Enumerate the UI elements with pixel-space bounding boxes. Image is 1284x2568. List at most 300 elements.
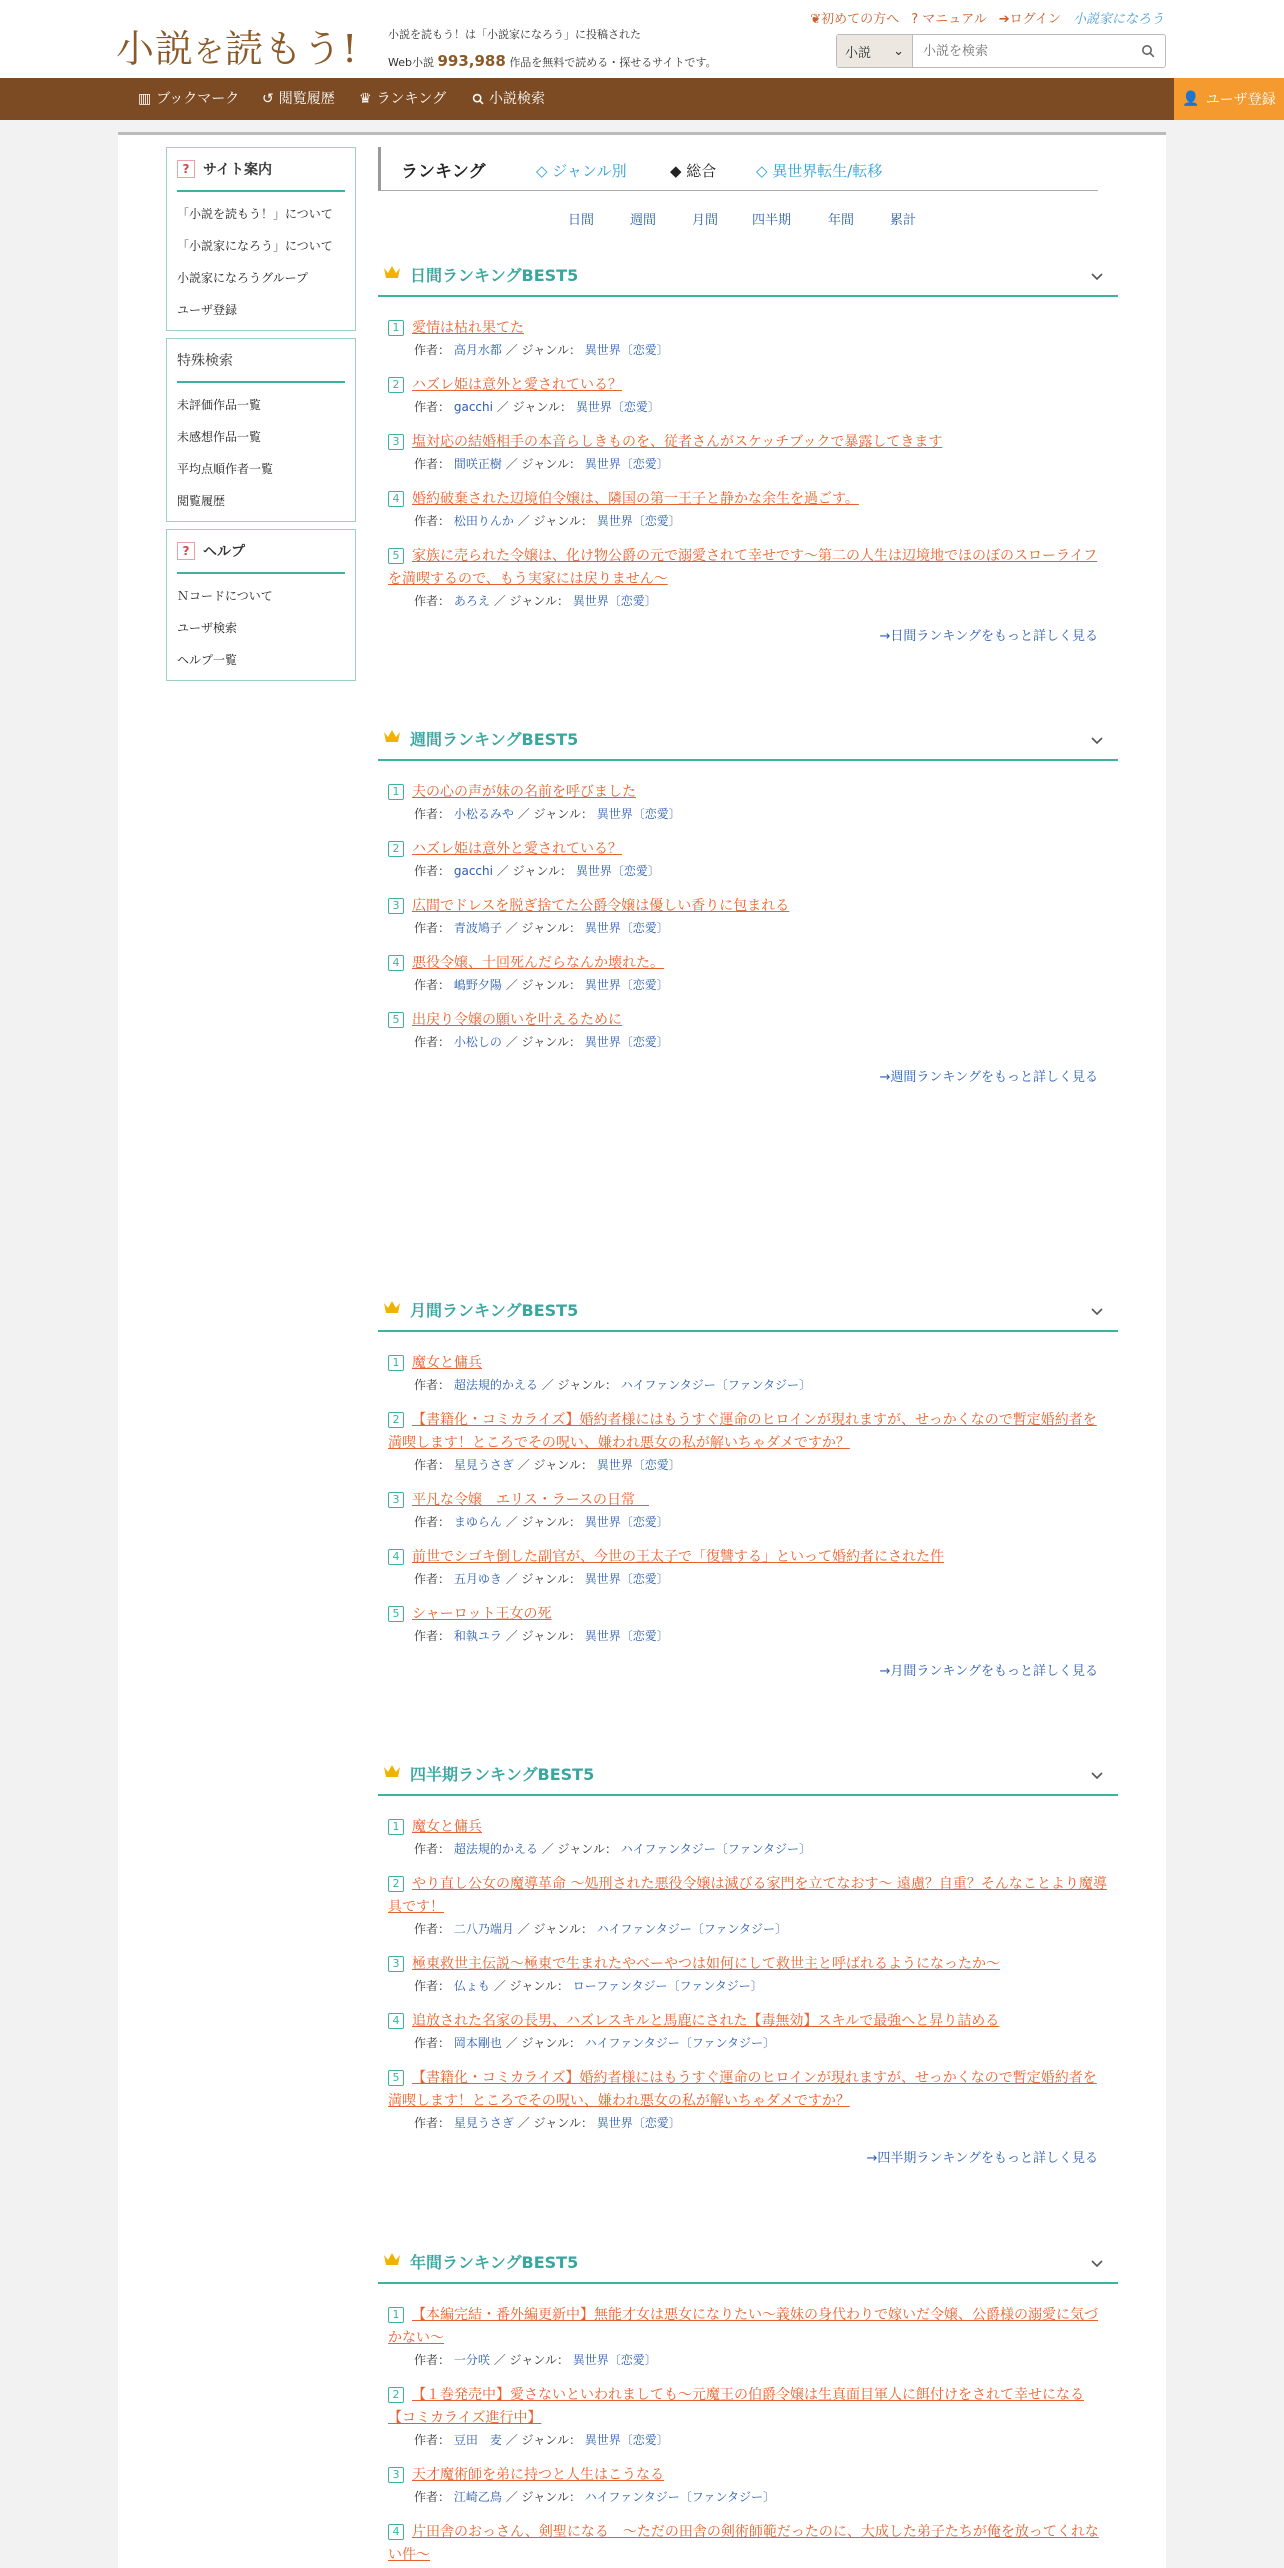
novel-title-link[interactable]: [388, 545, 1108, 591]
rank-badge: 5: [388, 548, 404, 564]
genre-link[interactable]: 異世界〔恋愛〕: [596, 2116, 681, 2130]
site-logo[interactable]: [116, 18, 358, 73]
ranking-section-daily: [378, 253, 1118, 644]
period-quarterly[interactable]: 四半期: [752, 213, 792, 228]
novel-title: やり直し公女の魔導革命 〜処刑された悪役令嬢は滅びる家門を立てなおす〜 遠慮？自重？そんなことより魔導具です！: [388, 1876, 1107, 1915]
register-label: ユーザ登録: [1205, 92, 1276, 108]
genre-link[interactable]: 異世界〔恋愛〕: [584, 2433, 669, 2447]
genre-link[interactable]: 異世界〔恋愛〕: [584, 1629, 669, 1643]
author-label: 作者：: [414, 864, 451, 878]
chevron-down-icon[interactable]: [1090, 1302, 1104, 1321]
author-label: 作者：: [414, 514, 451, 528]
novel-title: 家族に売られた令嬢は、化け物公爵の元で溺愛されて幸せです～第二の人生は辺境地でほのぼのスローライフを満喫するので、もう実家には戻りません～: [388, 548, 1098, 587]
crown-icon: ♛: [359, 91, 372, 107]
rank-badge: 3: [388, 434, 404, 450]
crown-icon: [382, 1763, 402, 1783]
nav-search-label: 小説検索: [489, 91, 545, 107]
genre-link[interactable]: 異世界〔恋愛〕: [575, 864, 660, 878]
ranking-item: [378, 952, 1118, 995]
ranking-item: [378, 488, 1118, 531]
author-link[interactable]: gacchi: [453, 400, 493, 414]
ranking-section-quarterly: [378, 1752, 1118, 2166]
genre-label: ／ ジャンル：: [505, 2036, 581, 2050]
section-title: 年間ランキングBEST5: [410, 2252, 579, 2272]
period-weekly[interactable]: 週間: [630, 213, 657, 228]
search-category-value: 小説: [845, 45, 872, 61]
novel-title-link[interactable]: [388, 2010, 1108, 2033]
novel-meta: [388, 2113, 1108, 2133]
site-header: [0, 0, 1284, 78]
novel-title-link[interactable]: [388, 431, 1108, 454]
novel-title: 天才魔術師を弟に持つと人生はこうなる: [412, 2467, 664, 2483]
rank-badge: 4: [388, 2524, 404, 2540]
genre-label: ／ ジャンル：: [517, 2116, 593, 2130]
novel-meta: [388, 1569, 1108, 1589]
genre-label: ／ ジャンル：: [541, 1842, 617, 1856]
novel-title-link[interactable]: [388, 952, 1108, 975]
novel-title-link[interactable]: [388, 1873, 1108, 1919]
sidebar-item-no-review[interactable]: 未感想作品一覧: [177, 430, 262, 444]
author-link[interactable]: 豆田 麦: [453, 2433, 502, 2447]
genre-link[interactable]: 異世界〔恋愛〕: [584, 1035, 669, 1049]
register-button[interactable]: [1174, 78, 1284, 120]
search-category-select[interactable]: [837, 35, 913, 67]
rank-badge: 1: [388, 1819, 404, 1835]
novel-meta: [388, 975, 1108, 995]
genre-link[interactable]: 異世界〔恋愛〕: [596, 807, 681, 821]
nav-history-label: 閲覧履歴: [278, 91, 335, 107]
ranking-item: [378, 1489, 1118, 1532]
novel-meta: [388, 397, 1108, 417]
novel-title-link[interactable]: [388, 1409, 1108, 1455]
logo-main: 小説: [116, 27, 195, 71]
author-link[interactable]: まゆらん: [453, 1515, 502, 1529]
sidebar-item-register[interactable]: ユーザ登録: [177, 303, 238, 317]
ranking-item: [378, 2010, 1118, 2053]
novel-title-link[interactable]: [388, 838, 1108, 861]
author-label: 作者：: [414, 1629, 451, 1643]
first-time-label: 初めての方へ: [821, 12, 900, 27]
tab-genre[interactable]: ◇ ジャンル別: [536, 162, 627, 180]
novel-title: 魔女と傭兵: [412, 1355, 482, 1371]
ranking-list: [378, 1352, 1118, 1646]
genre-label: ／ ジャンル：: [493, 594, 569, 608]
section-header[interactable]: [378, 1752, 1118, 1796]
search-icon: [472, 93, 484, 105]
nav-ranking[interactable]: [349, 78, 456, 120]
genre-label: ／ ジャンル：: [493, 1979, 569, 1993]
login-link[interactable]: [999, 8, 1061, 27]
genre-label: ／ ジャンル：: [505, 921, 581, 935]
novel-meta: [388, 1626, 1108, 1646]
narou-logo-link[interactable]: 小説家になろう: [1072, 12, 1164, 27]
question-icon: ?: [911, 12, 919, 27]
login-label: ログイン: [1009, 12, 1061, 27]
author-link[interactable]: 間咲正樹: [453, 457, 502, 471]
novel-title-link[interactable]: [388, 317, 1108, 340]
novel-meta: [388, 1919, 1108, 1939]
rank-badge: 4: [388, 1549, 404, 1565]
novel-title: 平凡な令嬢 エリス・ラースの日常: [412, 1492, 650, 1508]
novel-meta: [388, 2430, 1108, 2450]
author-link[interactable]: 星見うさぎ: [453, 1458, 514, 1472]
novel-meta: [388, 1512, 1108, 1532]
genre-label: ／ ジャンル：: [505, 1572, 581, 1586]
sidebar-item-history[interactable]: 閲覧履歴: [177, 494, 226, 508]
novel-title-link[interactable]: [388, 374, 1108, 397]
genre-label: ／ ジャンル：: [517, 514, 593, 528]
crown-icon: [382, 1299, 402, 1319]
novel-title: 【本編完結・番外編更新中】無能才女は悪女になりたい～義妹の身代わりで嫁いだ令嬢、公爵様の溺愛に気づかない～: [388, 2307, 1098, 2346]
author-link[interactable]: gacchi: [453, 864, 493, 878]
more-ranking-link[interactable]: →週間ランキングをもっと詳しく見る: [879, 1070, 1098, 1085]
author-label: 作者：: [414, 400, 451, 414]
nav-search[interactable]: [462, 78, 555, 120]
author-label: 作者：: [414, 1842, 451, 1856]
ranking-section-yearly: [378, 2240, 1118, 2568]
author-label: 作者：: [414, 978, 451, 992]
novel-title: 塩対応の結婚相手の本音らしきものを、従者さんがスケッチブックで暴露してきます: [412, 434, 943, 450]
novel-meta: [388, 1839, 1108, 1859]
novel-title-link[interactable]: [388, 1603, 1108, 1626]
author-link[interactable]: 江崎乙鳥: [453, 2490, 502, 2504]
author-label: 作者：: [414, 594, 451, 608]
novel-title: ハズレ姫は意外と愛されている？: [412, 841, 622, 857]
novel-title-link[interactable]: [388, 781, 1108, 804]
genre-label: ／ ジャンル：: [493, 2353, 569, 2367]
search-box: [836, 34, 1166, 68]
rank-badge: 2: [388, 2387, 404, 2403]
main-wrapper: [118, 135, 1166, 2568]
question-icon: ?: [177, 542, 195, 560]
novel-title: 愛情は枯れ果てた: [412, 320, 524, 336]
period-links: [378, 203, 1118, 233]
tagline-line1: 小説を読もう！は「小説家になろう」に投稿された: [388, 28, 641, 41]
novel-meta: [388, 454, 1108, 474]
genre-label: ／ ジャンル：: [505, 457, 581, 471]
ranking-item: [378, 2384, 1118, 2450]
ranking-item: [378, 317, 1118, 360]
rank-badge: 1: [388, 2307, 404, 2323]
main-nav: [0, 78, 1284, 120]
genre-link[interactable]: 異世界〔恋愛〕: [584, 921, 669, 935]
rank-badge: 3: [388, 898, 404, 914]
author-link[interactable]: 仏ょも: [453, 1979, 490, 1993]
novel-title-link[interactable]: [388, 1953, 1108, 1976]
chevron-down-icon[interactable]: [1090, 731, 1104, 750]
manual-link[interactable]: [911, 8, 987, 27]
ranking-item: [378, 1873, 1118, 1939]
sidebar-item-help-list[interactable]: ヘルプ一覧: [177, 653, 238, 667]
sidebar-item-avg-score[interactable]: 平均点順作者一覧: [177, 462, 274, 476]
novel-title: 【１巻発売中】愛さないといわれましても～元魔王の伯爵令嬢は生真面目軍人に餌付けをされて幸せになる【コミカライズ進行中】: [388, 2387, 1084, 2426]
novel-title-link[interactable]: [388, 1489, 1108, 1512]
author-label: 作者：: [414, 343, 451, 357]
genre-link[interactable]: ハイファンタジー〔ファンタジー〕: [584, 2490, 775, 2504]
genre-label: ／ ジャンル：: [505, 1515, 581, 1529]
period-monthly[interactable]: 月間: [692, 213, 719, 228]
ranking-item: [378, 2067, 1118, 2133]
rank-badge: 5: [388, 1012, 404, 1028]
genre-link[interactable]: 異世界〔恋愛〕: [575, 400, 660, 414]
author-link[interactable]: 小松しの: [453, 1035, 502, 1049]
novel-title-link[interactable]: [388, 2521, 1108, 2567]
author-label: 作者：: [414, 2353, 451, 2367]
author-link[interactable]: 超法規的かえる: [453, 1378, 538, 1392]
nav-bookmark[interactable]: [128, 78, 249, 120]
novel-title: 追放された名家の長男、ハズレスキルと馬鹿にされた【毒無効】スキルで最強へと昇り詰める: [412, 2013, 1000, 2029]
genre-link[interactable]: 異世界〔恋愛〕: [584, 343, 669, 357]
ranking-list: [378, 2304, 1118, 2567]
genre-link[interactable]: ハイファンタジー〔ファンタジー〕: [620, 1842, 811, 1856]
author-link[interactable]: 岡本剛也: [453, 2036, 502, 2050]
header-links: [810, 8, 1164, 27]
author-label: 作者：: [414, 1572, 451, 1586]
novel-title: 魔女と傭兵: [412, 1819, 482, 1835]
novel-count: 993,988: [437, 52, 506, 70]
tagline-prefix: Web小説: [388, 56, 434, 69]
ranking-item: [378, 1603, 1118, 1646]
novel-title: 【書籍化・コミカライズ】婚約者様にはもうすぐ運命のヒロインが現れますが、せっかくなので暫定婚約者を満喫します！ところでその呪い、嫌われ悪女の私が解いちゃダメですか？: [388, 2070, 1097, 2109]
genre-label: ／ ジャンル：: [505, 1629, 581, 1643]
genre-label: ／ ジャンル：: [496, 400, 573, 414]
genre-link[interactable]: 異世界〔恋愛〕: [584, 1515, 669, 1529]
rank-badge: 4: [388, 955, 404, 971]
tagline-suffix: 作品を無料で読める・探せるサイトです。: [509, 56, 717, 69]
period-yearly[interactable]: 年間: [828, 213, 855, 228]
novel-title-link[interactable]: [388, 488, 1108, 511]
nav-bookmark-label: ブックマーク: [156, 91, 240, 107]
novel-meta: [388, 918, 1108, 938]
ranking-item: [378, 781, 1118, 824]
ranking-item: [378, 1009, 1118, 1052]
nav-ranking-label: ランキング: [376, 91, 447, 107]
site-tagline: [388, 22, 717, 76]
novel-title-link[interactable]: [388, 2384, 1108, 2430]
ranking-section-monthly: [378, 1288, 1118, 1679]
sidebar-guide-header: [177, 148, 345, 192]
genre-link[interactable]: 異世界〔恋愛〕: [572, 2353, 657, 2367]
novel-meta: [388, 2350, 1108, 2370]
user-icon: 👤: [1182, 91, 1200, 107]
novel-meta: [388, 804, 1108, 824]
tab-overall[interactable]: ◆ 総合: [670, 162, 717, 180]
author-label: 作者：: [414, 2116, 451, 2130]
more-ranking-link[interactable]: →月間ランキングをもっと詳しく見る: [879, 1664, 1098, 1679]
genre-link[interactable]: ハイファンタジー〔ファンタジー〕: [620, 1378, 811, 1392]
rank-badge: 3: [388, 1492, 404, 1508]
novel-title-link[interactable]: [388, 1009, 1108, 1032]
author-label: 作者：: [414, 1035, 451, 1049]
novel-meta: [388, 1455, 1108, 1475]
sidebar-item-user-search[interactable]: ユーザ検索: [177, 621, 238, 635]
author-label: 作者：: [414, 457, 451, 471]
rank-badge: 4: [388, 2013, 404, 2029]
genre-link[interactable]: 異世界〔恋愛〕: [584, 978, 669, 992]
logo-wo: を: [194, 35, 226, 70]
search-button[interactable]: [1131, 35, 1165, 67]
more-ranking-link[interactable]: →日間ランキングをもっと詳しく見る: [879, 629, 1098, 644]
author-link[interactable]: 高月水都: [453, 343, 502, 357]
novel-title: 夫の心の声が妹の名前を呼びました: [412, 784, 636, 800]
ranking-tabs: [378, 147, 1098, 191]
genre-link[interactable]: ローファンタジー〔ファンタジー〕: [572, 1979, 763, 1993]
genre-link[interactable]: ハイファンタジー〔ファンタジー〕: [596, 1922, 787, 1936]
genre-link[interactable]: 異世界〔恋愛〕: [596, 514, 681, 528]
novel-title-link[interactable]: [388, 2067, 1108, 2113]
ranking-item: [378, 895, 1118, 938]
crown-icon: [382, 264, 402, 284]
novel-title-link[interactable]: [388, 895, 1108, 918]
author-link[interactable]: 二八乃端月: [453, 1922, 514, 1936]
rank-badge: 5: [388, 1606, 404, 1622]
genre-label: ／ ジャンル：: [496, 864, 573, 878]
first-time-link[interactable]: [810, 8, 899, 27]
author-link[interactable]: 一分咲: [453, 2353, 490, 2367]
chevron-down-icon[interactable]: [1090, 1766, 1104, 1785]
rank-badge: 2: [388, 841, 404, 857]
ranking-item: [378, 431, 1118, 474]
novel-title-link[interactable]: [388, 1352, 1108, 1375]
genre-link[interactable]: ハイファンタジー〔ファンタジー〕: [584, 2036, 775, 2050]
novel-meta: [388, 340, 1108, 360]
ranking-title: ランキング: [401, 162, 486, 182]
novel-title: 【書籍化・コミカライズ】婚約者様にはもうすぐ運命のヒロインが現れますが、せっかくなので暫定婚約者を満喫します！ところでその呪い、嫌われ悪女の私が解いちゃダメですか？: [388, 1412, 1097, 1451]
genre-label: ／ ジャンル：: [517, 1922, 593, 1936]
ranking-item: [378, 1409, 1118, 1475]
tab-isekai[interactable]: ◇ 異世界転生/転移: [756, 162, 883, 180]
genre-label: ／ ジャンル：: [505, 2490, 581, 2504]
author-link[interactable]: 嶋野夕陽: [453, 978, 502, 992]
novel-title-link[interactable]: [388, 1816, 1108, 1839]
ranking-item: [378, 2304, 1118, 2370]
author-label: 作者：: [414, 807, 451, 821]
ranking-item: [378, 1546, 1118, 1589]
sidebar-item-about-narou[interactable]: 「小説家になろう」について: [177, 239, 333, 253]
section-header[interactable]: [378, 2240, 1118, 2284]
rank-badge: 3: [388, 1956, 404, 1972]
novel-title: 極東救世主伝説～極東で生まれたやべーやつは如何にして救世主と呼ばれるようになったか～: [412, 1956, 1000, 1972]
chevron-down-icon[interactable]: [1090, 267, 1104, 286]
author-link[interactable]: あろえ: [453, 594, 490, 608]
author-link[interactable]: 星見うさぎ: [453, 2116, 514, 2130]
genre-label: ／ ジャンル：: [517, 807, 593, 821]
novel-meta: [388, 861, 1108, 881]
ranking-list: [378, 317, 1118, 611]
genre-link[interactable]: 異世界〔恋愛〕: [572, 594, 657, 608]
manual-label: マニュアル: [922, 12, 987, 27]
section-title: 週間ランキングBEST5: [410, 729, 579, 749]
ranking-item: [378, 2464, 1118, 2507]
section-header[interactable]: [378, 717, 1118, 761]
bookmark-icon: ▥: [138, 91, 152, 107]
sidebar-item-group[interactable]: 小説家になろうグループ: [177, 271, 309, 285]
sidebar-help-title: ヘルプ: [203, 544, 245, 560]
search-input[interactable]: [913, 35, 1131, 67]
author-link[interactable]: 松田りんか: [453, 514, 514, 528]
genre-link[interactable]: 異世界〔恋愛〕: [584, 457, 669, 471]
sidebar-special: [166, 338, 356, 522]
novel-title: 婚約破棄された辺境伯令嬢は、隣国の第一王子と静かな余生を過ごす。: [412, 491, 859, 507]
crown-icon: [382, 728, 402, 748]
ranking-item: [378, 1816, 1118, 1859]
novel-title-link[interactable]: [388, 1546, 1108, 1569]
novel-title-link[interactable]: [388, 2464, 1108, 2487]
novel-title: シャーロット王女の死: [412, 1606, 552, 1622]
author-link[interactable]: 五月ゆき: [453, 1572, 502, 1586]
genre-link[interactable]: 異世界〔恋愛〕: [584, 1572, 669, 1586]
novel-meta: [388, 1976, 1108, 1996]
novel-meta: [388, 591, 1108, 611]
sidebar-special-title: 特殊検索: [177, 353, 233, 369]
author-link[interactable]: 和執ユラ: [453, 1629, 502, 1643]
question-icon: ?: [177, 160, 195, 178]
ranking-item: [378, 1352, 1118, 1395]
section-title: 月間ランキングBEST5: [410, 1300, 579, 1320]
ranking-item: [378, 838, 1118, 881]
rank-badge: 1: [388, 320, 404, 336]
rank-badge: 1: [388, 1355, 404, 1371]
rank-badge: 5: [388, 2070, 404, 2086]
author-label: 作者：: [414, 2433, 451, 2447]
sidebar-item-unrated[interactable]: 未評価作品一覧: [177, 398, 262, 412]
genre-link[interactable]: 異世界〔恋愛〕: [596, 1458, 681, 1472]
novel-meta: [388, 511, 1108, 531]
rank-badge: 2: [388, 1876, 404, 1892]
ranking-list: [378, 1816, 1118, 2133]
author-link[interactable]: 小松るみや: [453, 807, 514, 821]
period-daily[interactable]: 日間: [568, 213, 595, 228]
nav-history[interactable]: [252, 78, 345, 120]
sidebar-item-about-yomou[interactable]: 「小説を読もう！」について: [177, 207, 333, 221]
novel-meta: [388, 2487, 1108, 2507]
section-header[interactable]: [378, 253, 1118, 297]
novel-title-link[interactable]: [388, 2304, 1108, 2350]
section-title: 日間ランキングBEST5: [410, 265, 579, 285]
sidebar-guide: [166, 147, 356, 331]
author-link[interactable]: 青波鳩子: [453, 921, 502, 935]
rank-badge: 1: [388, 784, 404, 800]
rank-badge: 4: [388, 491, 404, 507]
author-label: 作者：: [414, 1922, 451, 1936]
ranking-item: [378, 545, 1118, 611]
author-label: 作者：: [414, 2036, 451, 2050]
period-total[interactable]: 累計: [890, 213, 917, 228]
author-link[interactable]: 超法規的かえる: [453, 1842, 538, 1856]
sidebar-help-header: [177, 530, 345, 574]
history-icon: ↺: [262, 91, 274, 107]
genre-label: ／ ジャンル：: [505, 978, 581, 992]
sidebar-item-ncode[interactable]: Ｎコードについて: [177, 589, 273, 603]
sidebar-help: [166, 529, 356, 681]
author-label: 作者：: [414, 921, 451, 935]
section-header[interactable]: [378, 1288, 1118, 1332]
novel-title: 悪役令嬢、十回死んだらなんか壊れた。: [412, 955, 664, 971]
rank-badge: 2: [388, 377, 404, 393]
rank-badge: 3: [388, 2467, 404, 2483]
genre-label: ／ ジャンル：: [505, 1035, 581, 1049]
rank-badge: 2: [388, 1412, 404, 1428]
ranking-list: [378, 781, 1118, 1052]
ranking-item: [378, 374, 1118, 417]
novel-title: 前世でシゴキ倒した副官が、今世の王太子で「復讐する」といって婚約者にされた件: [412, 1549, 944, 1565]
ranking-item: [378, 1953, 1118, 1996]
novel-meta: [388, 2033, 1108, 2053]
more-ranking-link[interactable]: →四半期ランキングをもっと詳しく見る: [866, 2151, 1098, 2166]
novel-title: 広間でドレスを脱ぎ捨てた公爵令嬢は優しい香りに包まれる: [412, 898, 790, 914]
author-label: 作者：: [414, 1458, 451, 1472]
chevron-down-icon[interactable]: [1090, 2254, 1104, 2273]
